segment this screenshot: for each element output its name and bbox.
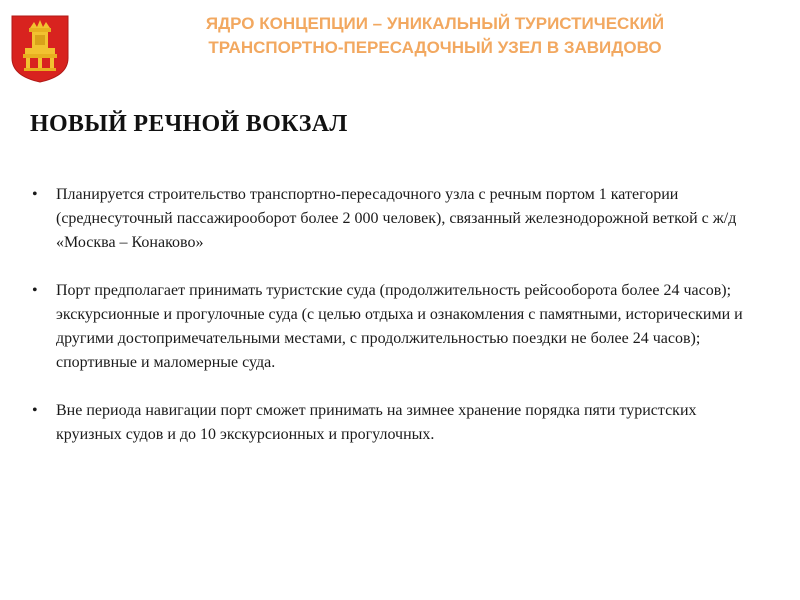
bullet-item xyxy=(30,183,760,255)
bullet-text: Порт предполагает принимать туристские суда (продолжительность рейсооборота более 24 часов); экскурсионные и прогулочные суда (с целью отдыха и ознакомления с памятными, историческими и другими достопримечательными местами, с продолжительностью поездки не более 24 часов); спортивные и маломерные суда. xyxy=(56,282,743,371)
bullet-list xyxy=(30,183,760,471)
header-title-line-2: ТРАНСПОРТНО-ПЕРЕСАДОЧНЫЙ УЗЕЛ В ЗАВИДОВО xyxy=(208,38,662,57)
bullet-dot-icon: • xyxy=(32,186,38,203)
bullet-dot-icon: • xyxy=(32,402,38,419)
bullet-item xyxy=(30,399,760,447)
bullet-dot-icon: • xyxy=(32,282,38,299)
header-title xyxy=(100,12,770,60)
section-heading: НОВЫЙ РЕЧНОЙ ВОКЗАЛ xyxy=(30,111,348,137)
bullet-text: Планируется строительство транспортно-пересадочного узла с речным портом 1 категории (среднесуточный пассажирооборот более 2 000 человек), связанный железнодорожной веткой с ж/д «Москва – Конаково» xyxy=(56,186,737,251)
bullet-text: Вне периода навигации порт сможет принимать на зимнее хранение порядка пяти туристских круизных судов и до 10 экскурсионных и прогулочных. xyxy=(56,402,697,443)
header-title-line-1: ЯДРО КОНЦЕПЦИИ – УНИКАЛЬНЫЙ ТУРИСТИЧЕСКИЙ xyxy=(205,14,665,33)
tver-coat-of-arms-icon xyxy=(10,14,70,84)
bullet-item xyxy=(30,279,760,375)
